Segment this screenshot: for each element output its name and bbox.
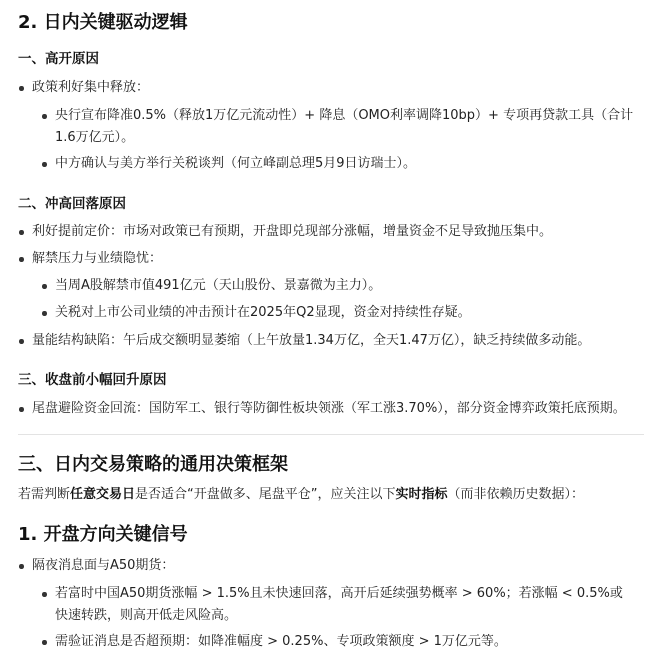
list-item-text: 关税对上市公司业绩的冲击预计在2025年Q2显现，资金对持续性存疑。 (55, 305, 471, 320)
intro-emphasis: 实时指标 (395, 487, 448, 502)
list-item-text: 中方确认与美方举行关税谈判（何立峰副总理5月9日访瑞士）。 (55, 156, 417, 171)
list-item-text: 利好提前定价：市场对政策已有预期，开盘即兑现部分涨幅，增量资金不足导致抛压集中。 (32, 224, 553, 239)
section-divider (18, 434, 644, 435)
intro-text: 是否适合“开盘做多、尾盘平仓”，应关注以下 (135, 487, 396, 502)
list-item (32, 248, 632, 270)
list-item (32, 330, 632, 352)
intro-paragraph (18, 484, 584, 506)
section-title-opening-signals: 1. 开盘方向关键信号 (18, 524, 188, 545)
subheading-pullback: 二、冲高回落原因 (18, 196, 126, 212)
list-item (55, 302, 635, 324)
list-item (32, 398, 632, 420)
list-item-text: 解禁压力与业绩隐忧： (32, 251, 163, 266)
bullet-icon (19, 564, 24, 569)
bullet-icon (19, 86, 24, 91)
bullet-icon (42, 592, 47, 597)
list-item-text: 隔夜消息面与A50期货： (32, 558, 175, 573)
bullet-icon (42, 311, 47, 316)
bullet-icon (19, 407, 24, 412)
list-item-text: 若富时中国A50期货涨幅 > 1.5%且未快速回落，高开后延续强势概率 > 60%；若涨幅 < 0.5%或快速转跌，则高开低走风险高。 (55, 586, 623, 623)
intro-text: 若需判断 (18, 487, 71, 502)
list-item (55, 105, 635, 149)
list-item-text: 政策利好集中释放： (32, 80, 150, 95)
bullet-icon (42, 162, 47, 167)
list-item-text: 央行宣布降准0.5%（释放1万亿元流动性）+ 降息（OMO利率调降10bp）+ 专项再贷款工具（合计1.6万亿元）。 (55, 108, 634, 145)
bullet-icon (19, 339, 24, 344)
list-item (32, 221, 632, 243)
subheading-late-recovery: 三、收盘前小幅回升原因 (18, 372, 167, 388)
section-title-framework: 三、日内交易策略的通用决策框架 (18, 454, 288, 475)
list-item-text: 需验证消息是否超预期：如降准幅度 > 0.25%、专项政策额度 > 1万亿元等。 (55, 634, 507, 649)
bullet-icon (42, 284, 47, 289)
list-item-text: 量能结构缺陷：午后成交额明显萎缩（上午放量1.34万亿，全天1.47万亿），缺乏持续做多动能。 (32, 333, 591, 348)
list-item-text: 当周A股解禁市值491亿元（天山股份、景嘉微为主力）。 (55, 278, 382, 293)
list-item (32, 555, 632, 577)
list-item (55, 631, 635, 653)
bullet-icon (19, 230, 24, 235)
list-item (55, 583, 635, 627)
section-title-drivers: 2. 日内关键驱动逻辑 (18, 12, 188, 33)
list-item-text: 尾盘避险资金回流：国防军工、银行等防御性板块领涨（军工涨3.70%），部分资金博弈政策托底预期。 (32, 401, 626, 416)
bullet-icon (42, 640, 47, 645)
intro-emphasis: 任意交易日 (70, 487, 136, 502)
list-item (55, 153, 635, 175)
subheading-gap-up: 一、高开原因 (18, 51, 99, 67)
bullet-icon (19, 257, 24, 262)
list-item (32, 77, 632, 99)
bullet-icon (42, 114, 47, 119)
list-item (55, 275, 635, 297)
intro-text: （而非依赖历史数据）： (447, 487, 585, 502)
